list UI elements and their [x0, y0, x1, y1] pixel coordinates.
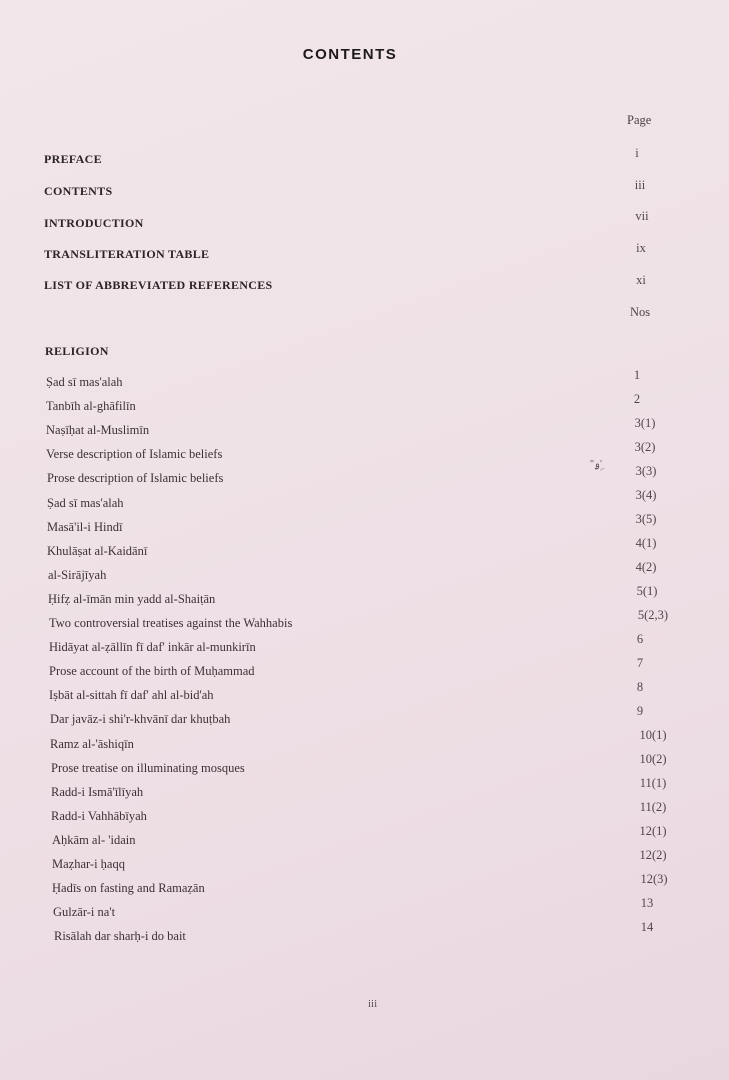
entry-number: 2 — [633, 392, 641, 406]
entry-title: Ṣad sī mas'alah — [47, 496, 124, 510]
page-column-label: Page — [627, 113, 652, 127]
front-matter-item: INTRODUCTION — [44, 216, 144, 230]
entry-number: 1 — [633, 368, 641, 382]
entry-title: Verse description of Islamic beliefs — [46, 447, 223, 461]
front-matter-item: LIST OF ABBREVIATED REFERENCES — [44, 278, 273, 292]
entry-number: 3(5) — [635, 512, 657, 526]
front-matter-page: iii — [634, 178, 646, 192]
entry-number: 3(3) — [635, 464, 657, 478]
entry-number: 4(2) — [635, 560, 657, 574]
front-matter-page: vii — [635, 209, 649, 223]
entry-number: 10(1) — [639, 728, 667, 742]
entry-number: 7 — [636, 656, 644, 670]
entry-title: Iṣbāt al-sittah fī daf' ahl al-bid'ah — [49, 688, 214, 702]
page-folio: iii — [368, 998, 378, 1010]
entry-number: 12(3) — [640, 872, 668, 886]
front-matter-item: PREFACE — [44, 152, 102, 166]
entry-number: 3(4) — [635, 488, 657, 502]
entry-title: Tanbīh al-ghāfilīn — [46, 399, 136, 413]
entry-number: 6 — [636, 632, 644, 646]
page-title: CONTENTS — [302, 46, 398, 63]
entry-title: Two controversial treatises against the Wahhabis — [49, 616, 293, 630]
entry-number: 12(2) — [639, 848, 667, 862]
section-heading: RELIGION — [45, 344, 109, 358]
entry-title: Ṣad sī mas'alah — [46, 375, 123, 389]
entry-title: Maẓhar-i ḥaqq — [52, 857, 125, 871]
entry-number: 3(1) — [634, 416, 656, 430]
entry-number: 5(2,3) — [637, 608, 669, 622]
entry-title: Radd-i Ismā'īlīyah — [51, 785, 144, 799]
entry-title: Naṣīḥat al-Muslimīn — [46, 423, 150, 437]
entry-title: Prose description of Islamic beliefs — [47, 471, 224, 485]
entry-title: Prose treatise on illuminating mosques — [51, 761, 245, 775]
entry-title: Prose account of the birth of Muḥammad — [49, 664, 255, 678]
entry-title: Ḥifẓ al-īmān min yadd al-Shaiṭān — [48, 592, 216, 606]
entry-number: 11(1) — [639, 776, 667, 790]
entry-number: 10(2) — [639, 752, 667, 766]
entry-title: Aḥkām al- 'idain — [52, 833, 136, 847]
entry-number: 12(1) — [639, 824, 667, 838]
entry-title: Khulāṣat al-Kaidānī — [47, 544, 148, 558]
entry-number: 4(1) — [635, 536, 657, 550]
entry-number: 14 — [640, 920, 654, 934]
front-matter-item: CONTENTS — [44, 184, 113, 198]
entry-number: 3(2) — [634, 440, 656, 454]
entry-number: 8 — [636, 680, 644, 694]
entry-number: 11(2) — [639, 800, 667, 814]
entry-title: Risālah dar sharḥ-i do bait — [54, 929, 186, 943]
numbers-column-label: Nos — [630, 305, 651, 319]
entry-number: 5(1) — [636, 584, 658, 598]
entry-title: Radd-i Vahhābīyah — [51, 809, 147, 823]
entry-title: Masā'il-i Hindī — [47, 520, 123, 534]
front-matter-item: TRANSLITERATION TABLE — [44, 247, 210, 261]
front-matter-page: ix — [636, 241, 646, 255]
stray-mark: "ۄ'ۣ — [590, 459, 602, 470]
front-matter-page: xi — [636, 273, 646, 287]
entry-title: Ramz al-'āshiqīn — [50, 737, 134, 751]
entry-title: Hidāyat al-ẓāllīn fī daf' inkār al-munkirīn — [49, 640, 256, 654]
entry-number: 13 — [640, 896, 654, 910]
entry-number: 9 — [636, 704, 644, 718]
front-matter-page: i — [635, 146, 639, 160]
entry-title: al-Sirājīyah — [48, 568, 107, 582]
entry-title: Gulzār-i na't — [53, 905, 116, 919]
entry-title: Dar javāz-i shi'r-khvānī dar khuṭbah — [50, 712, 231, 726]
entry-title: Ḥadīs on fasting and Ramaẓān — [52, 881, 205, 895]
